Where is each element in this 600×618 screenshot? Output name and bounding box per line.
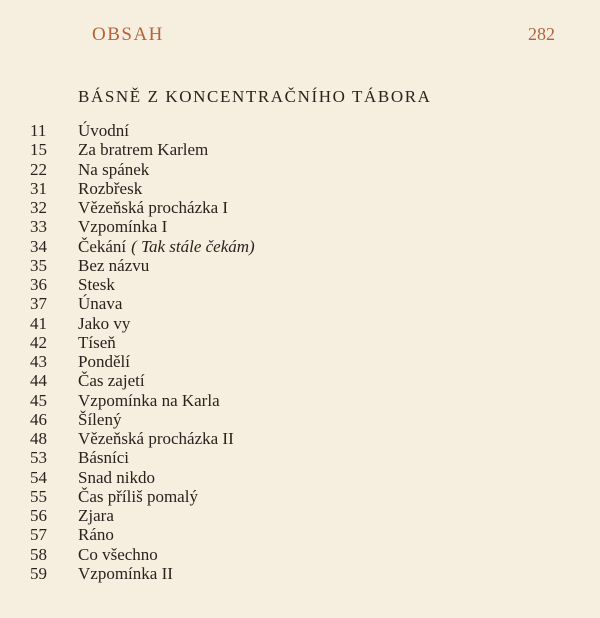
toc-page-number: 48 bbox=[30, 429, 47, 448]
toc-entry bbox=[30, 198, 255, 217]
toc-title: Ráno bbox=[78, 525, 114, 545]
toc-entry bbox=[30, 275, 255, 294]
toc-entry bbox=[30, 487, 255, 506]
toc-page-number: 33 bbox=[30, 217, 47, 237]
toc-title: Vzpomínka I bbox=[78, 217, 168, 237]
toc-title: Vězeňská procházka I bbox=[78, 198, 229, 217]
toc-entry bbox=[30, 121, 255, 140]
toc-title: Šílený bbox=[78, 409, 122, 429]
toc-title: Čas příliš pomalý bbox=[78, 486, 198, 506]
toc-page-number: 22 bbox=[30, 159, 47, 179]
toc-entry bbox=[30, 391, 255, 410]
toc-page-number: 45 bbox=[30, 390, 47, 410]
toc-entry bbox=[30, 371, 255, 390]
toc-page-number: 36 bbox=[30, 275, 47, 294]
toc-page-number: 56 bbox=[30, 506, 47, 525]
toc-entry bbox=[30, 525, 255, 544]
running-header-title: OBSAH bbox=[92, 24, 164, 45]
toc-entry bbox=[30, 564, 255, 583]
toc-entry bbox=[30, 448, 255, 467]
toc-subtitle: ( Tak stále čekám) bbox=[131, 236, 255, 256]
toc-entry bbox=[30, 314, 255, 333]
toc-page-number: 46 bbox=[30, 409, 47, 429]
toc-page-number: 55 bbox=[30, 486, 47, 506]
toc-page-number: 42 bbox=[30, 332, 47, 352]
toc-title: Bez názvu bbox=[78, 255, 150, 275]
toc-title: Snad nikdo bbox=[78, 467, 155, 487]
toc-title: Čekání bbox=[78, 236, 127, 256]
toc-entry bbox=[30, 294, 255, 313]
toc-title: Za bratrem Karlem bbox=[78, 140, 209, 160]
toc-page-number: 41 bbox=[30, 313, 47, 333]
toc-page-number: 44 bbox=[30, 371, 47, 391]
section-heading: BÁSNĚ Z KONCENTRAČNÍHO TÁBORA bbox=[78, 87, 432, 106]
toc-entry bbox=[30, 429, 255, 448]
toc-entry bbox=[30, 410, 255, 429]
toc-title: Jako vy bbox=[78, 313, 131, 333]
toc-entry bbox=[30, 179, 255, 198]
toc-page-number: 58 bbox=[30, 544, 47, 564]
toc-title: Stesk bbox=[78, 275, 115, 294]
toc-title: Čas zajetí bbox=[78, 371, 145, 391]
toc-entry bbox=[30, 468, 255, 487]
toc-title: Pondělí bbox=[78, 352, 130, 371]
toc-entry bbox=[30, 506, 255, 525]
toc-entry bbox=[30, 237, 255, 256]
toc-title: Vzpomínka II bbox=[78, 563, 173, 583]
toc-page-number: 32 bbox=[30, 198, 47, 217]
toc-entry bbox=[30, 545, 255, 564]
toc-page-number: 11 bbox=[30, 121, 47, 140]
toc-page-number: 37 bbox=[30, 294, 47, 314]
toc-title: Zjara bbox=[78, 506, 114, 525]
toc-title: Vězeňská procházka II bbox=[78, 429, 234, 448]
toc-entry bbox=[30, 140, 255, 159]
toc-page-number: 31 bbox=[30, 178, 47, 198]
toc-page-number: 43 bbox=[30, 352, 47, 371]
toc-title: Básníci bbox=[78, 448, 129, 468]
toc-page-number: 53 bbox=[30, 448, 47, 468]
toc-page-number: 15 bbox=[30, 140, 47, 160]
toc-title: Tíseň bbox=[78, 332, 116, 352]
toc-page-number: 59 bbox=[30, 563, 47, 583]
toc-entry bbox=[30, 333, 255, 352]
toc-title: Rozbřesk bbox=[78, 178, 143, 198]
toc-entry bbox=[30, 352, 255, 371]
toc-page-number: 34 bbox=[30, 236, 47, 256]
toc-title: Co všechno bbox=[78, 544, 158, 564]
toc-page-number: 35 bbox=[30, 255, 47, 275]
toc-page-number: 57 bbox=[30, 525, 47, 545]
toc-title: Úvodní bbox=[78, 121, 129, 140]
toc-entry bbox=[30, 160, 255, 179]
toc-title: Vzpomínka na Karla bbox=[78, 390, 220, 410]
toc-entry bbox=[30, 256, 255, 275]
toc-title: Únava bbox=[78, 294, 123, 314]
toc-page-number: 54 bbox=[30, 467, 47, 487]
toc-title: Na spánek bbox=[78, 159, 150, 179]
toc-entry bbox=[30, 217, 255, 236]
table-of-contents bbox=[30, 121, 255, 583]
page-number: 282 bbox=[528, 24, 555, 44]
